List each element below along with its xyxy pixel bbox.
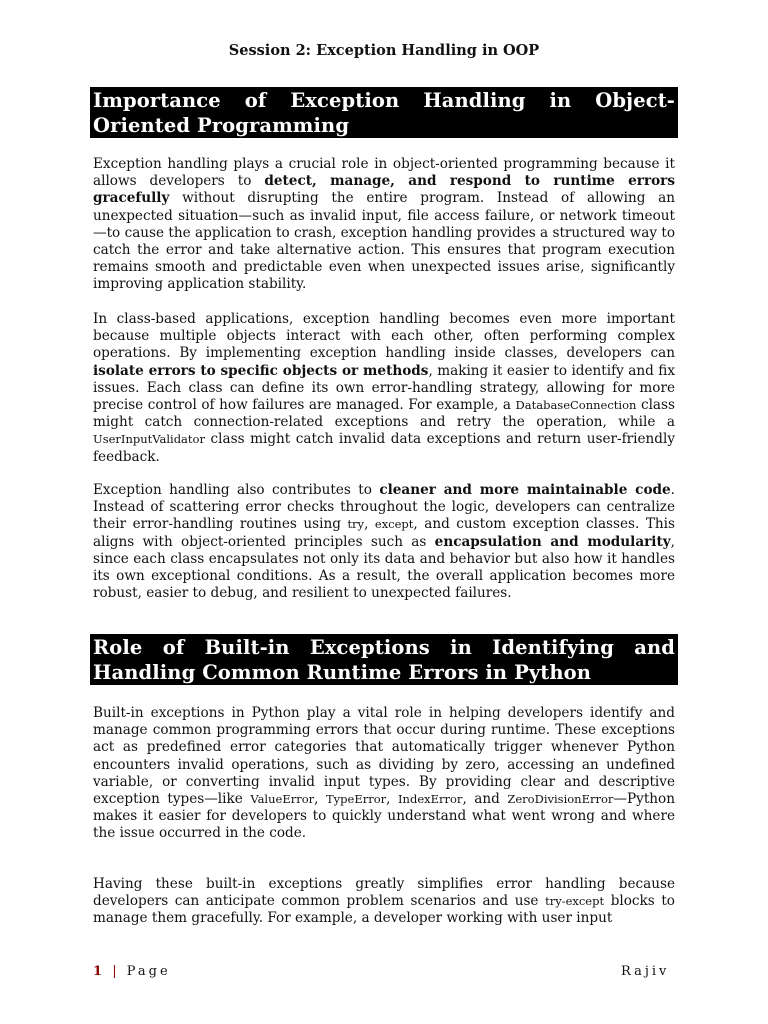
text: , [364,516,375,533]
bold-text: encapsulation and modularity [434,533,671,550]
text: , [386,791,399,808]
paragraph [93,156,675,294]
paragraph [93,311,675,466]
text: Having these built-in exceptions greatly simplifies error handling because developers can anticipate common problem scenarios and use [93,876,675,910]
text: without disrupting the entire program. Instead of allowing an unexpected situation—such as invalid input, file access failure, or network timeout—to cause the application to crash, exception handling provides a structured way to catch the error and take alternative action. This ensures that program execution remains smooth and predictable even when unexpected issues arise, significantly improving application stability. [93,190,675,293]
code-term: ZeroDivisionError [507,792,614,807]
text: Exception handling plays a crucial role in object-oriented programming because it allows developers to [93,156,675,190]
code-term: ValueError [250,792,315,807]
text: blocks to manage them gracefully. For example, a developer working with user input [93,893,675,927]
text: Exception handling also contributes to [93,482,380,498]
page-label: Page [126,964,171,979]
code-term: try-except [545,894,605,909]
paragraph [93,705,675,843]
bold-text: cleaner and more maintainable code [379,482,671,498]
text: , making it easier to identify and fix issues. Each class can define its own error-handling strategy, allowing for more precise control of how failures are managed. For example, a [93,362,675,414]
text: . Instead of scattering error checks throughout the logic, developers can centralize their error-handling routines using [93,482,675,533]
text: , and custom exception classes. This aligns with object-oriented principles such as [93,516,675,550]
text: , since each class encapsulates not only its data and behavior but also how it handles its own exceptional conditions. As a result, the overall application becomes more robust, easier to debug, and resilient to unexpected failures. [93,533,675,602]
bold-text: isolate errors to specific objects or methods [93,362,429,379]
page-number: 1 [93,964,106,979]
paragraph [93,876,675,928]
code-term: TypeError [326,792,387,807]
code-term: IndexError [398,792,463,807]
bold-text: detect, manage, and respond to runtime errors gracefully [93,173,676,207]
text: , [314,791,326,808]
session-title: Session 2: Exception Handling in OOP [228,42,540,59]
code-term: try [347,517,365,532]
text: , and [462,791,508,808]
section-heading-builtin-exceptions: Role of Built-in Exceptions in Identifying and Handling Common Runtime Errors in Python [90,634,678,685]
text: In class-based applications, exception handling becomes even more important because multiple objects interact with each other, often performing complex operations. By implementing exception handling inside classes, developers can [93,311,675,362]
code-term: DatabaseConnection [515,398,637,413]
footer-separator: | [112,964,120,979]
section-heading-importance: Importance of Exception Handling in Object-Oriented Programming [90,87,678,138]
text: Built-in exceptions in Python play a vital role in helping developers identify and manage common programming errors that occur during runtime. These exceptions act as predefined error categories that automatically trigger whenever Python encounters invalid operations, such as dividing by zero, accessing an undefined variable, or converting invalid input types. By providing clear and descriptive exception types—like [93,705,675,808]
code-term: UserInputValidator [93,432,205,447]
page-footer [93,964,171,979]
footer-author: Rajiv [621,964,670,979]
paragraph [93,482,675,602]
code-term: except [374,517,414,532]
text: class might catch invalid data exceptions and return user-friendly feedback. [93,431,675,465]
text: —Python makes it easier for developers to quickly understand what went wrong and where the issue occurred in the code. [93,791,675,842]
text: class might catch connection-related exceptions and retry the operation, while a [93,397,675,431]
